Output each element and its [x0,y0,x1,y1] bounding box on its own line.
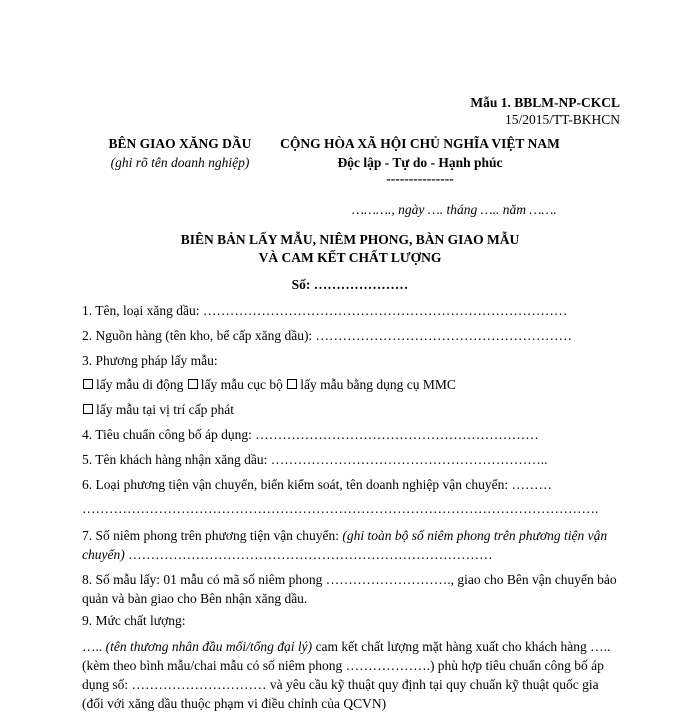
item-seal-numbers [82,526,622,564]
checkbox-mobile-sampling[interactable] [83,379,93,389]
header-rule: --------------- [386,171,454,186]
national-motto: Độc lập - Tự do - Hạnh phúc [337,155,503,170]
sampling-options-row [82,377,456,393]
commitment-trader-note: (tên thương nhân đầu mối/tổng đại lý) [105,639,313,654]
seal-note: (ghi toàn bộ số niêm phong trên phương tiện vận chuyển) [82,528,608,562]
supplier-note: (ghi rõ tên doanh nghiệp) [110,155,250,170]
item-vehicle-info-cont: ……………………………………………………………………………………………………. [82,501,599,516]
item-sample-count: 8. Số mẫu lấy: 01 mẫu có mã số niêm phong ………………………., giao cho Bên vận chuyển bảo quản và bàn giao cho Bên nhận xăng dầu. [82,572,617,606]
item-fuel-source: 2. Nguồn hàng (tên kho, bể cấp xăng dầu): ………………………………………………… [82,328,573,343]
sampling-options-row2 [82,402,234,418]
item-applied-standard: 4. Tiêu chuẩn công bố áp dụng: ……………………………………………………… [82,427,539,442]
nation-name: CỘNG HÒA XÃ HỘI CHỦ NGHĨA VIỆT NAM [280,136,560,151]
supplier-header [100,134,260,172]
national-header [270,134,570,186]
item-quality-level: 9. Mức chất lượng: [82,613,186,628]
item-fuel-type: 1. Tên, loại xăng dầu: ……………………………………………………………………… [82,303,568,318]
seal-blank: ……………………………………………………………………… [124,547,493,562]
form-code [470,94,620,128]
item-vehicle-info: 6. Loại phương tiện vận chuyển, biển kiểm soát, tên doanh nghiệp vận chuyển: ……… [82,477,552,492]
commitment-body: cam kết chất lượng mặt hàng xuất cho khách hàng ….. (kèm theo bình mẫu/chai mẫu có số niêm phong ……………….) phù hợp tiêu chuẩn công bố áp dụng số: ………………………… và yêu cầu kỹ thuật quy định tại quy chuẩn kỹ thuật quốc gia (đối với xăng dầu thuộc phạm vi điều chỉnh của QCVN) [82,639,611,711]
checkbox-mmc-sampling[interactable] [287,379,297,389]
checkbox-local-sampling[interactable] [188,379,198,389]
option-dispensing-point: lấy mẫu tại vị trí cấp phát [96,402,234,417]
document-title-line1: BIÊN BẢN LẤY MẪU, NIÊM PHONG, BÀN GIAO MẪU [180,232,520,247]
document-title-line2: VÀ CAM KẾT CHẤT LƯỢNG [258,250,442,265]
item-customer-name: 5. Tên khách hàng nhận xăng dầu: …………………………………………………….. [82,452,548,467]
supplier-label: BÊN GIAO XĂNG DẦU [108,136,252,151]
seal-label: 7. Số niêm phong trên phương tiện vận chuyển: [82,528,343,543]
commitment-lead: ….. [82,639,106,654]
option-mobile-sampling: lấy mẫu di động [96,377,184,392]
checkbox-dispensing-point[interactable] [83,404,93,414]
date-line: ………., ngày …. tháng ….. năm ……. [352,202,557,217]
option-local-sampling: lấy mẫu cục bộ [200,377,283,392]
quality-commitment-paragraph [82,637,622,713]
item-sampling-method: 3. Phương pháp lấy mẫu: [82,353,218,368]
form-code-line2: 15/2015/TT-BKHCN [504,112,620,127]
document-number: Số: ………………… [291,277,409,292]
option-mmc-sampling: lấy mẫu bằng dụng cụ MMC [300,377,456,392]
form-code-line1: Mẫu 1. BBLM-NP-CKCL [470,95,620,110]
